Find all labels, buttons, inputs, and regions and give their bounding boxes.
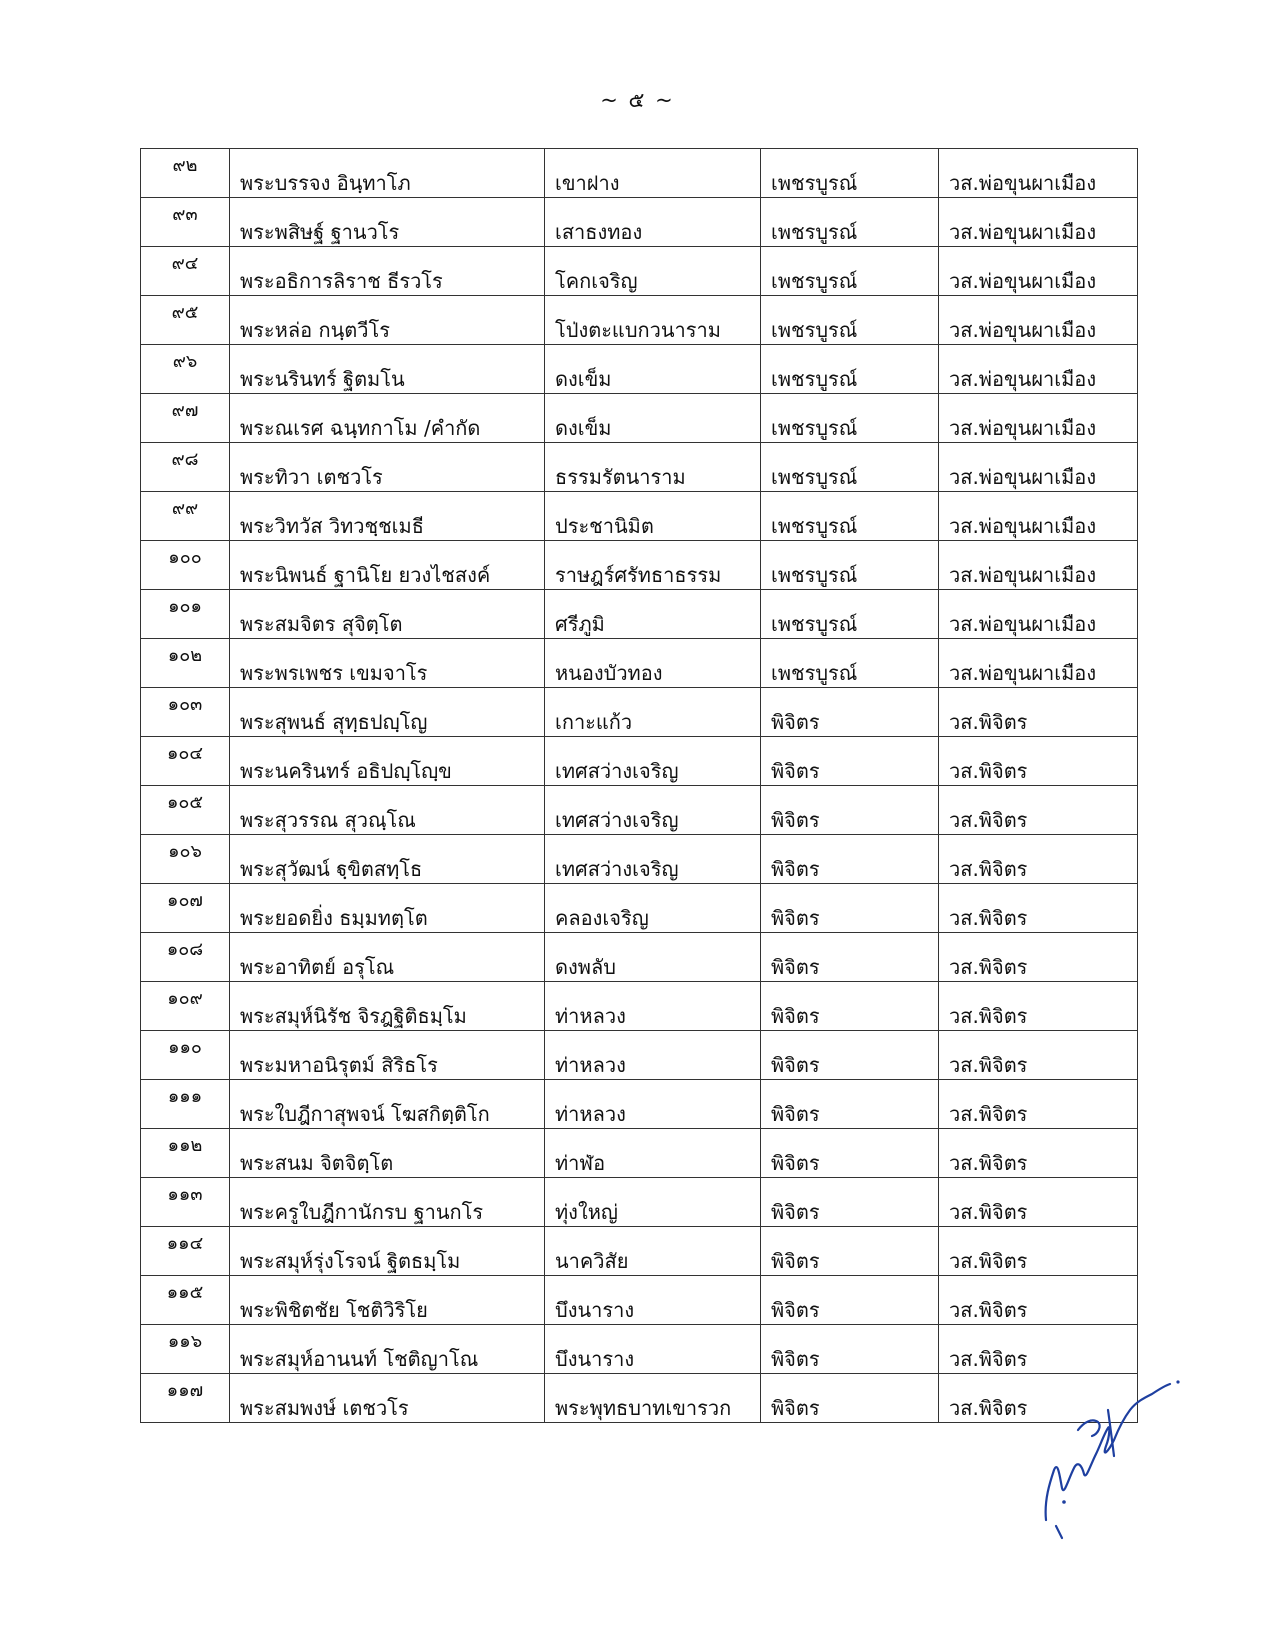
monk-name-cell: พระอาทิตย์ อรุโณ (230, 933, 545, 982)
temple-name-cell: ประชานิมิต (545, 492, 761, 541)
row-number-cell: ๑๐๙ (141, 982, 230, 1031)
province-name-cell: เพชรบูรณ์ (761, 345, 939, 394)
temple-name-cell: เทศสว่างเจริญ (545, 737, 761, 786)
temple-name-cell: ท่าหลวง (545, 1080, 761, 1129)
province-name-cell: พิจิตร (761, 884, 939, 933)
row-number-cell: ๙๒ (141, 149, 230, 198)
table-row (141, 982, 1138, 1031)
school-name-cell: วส.พิจิตร (939, 1325, 1138, 1374)
province-name-cell: เพชรบูรณ์ (761, 639, 939, 688)
school-name-cell: วส.พิจิตร (939, 688, 1138, 737)
row-number-cell: ๑๑๓ (141, 1178, 230, 1227)
row-number-cell: ๑๑๐ (141, 1031, 230, 1080)
page-number: ~ ๕ ~ (600, 88, 675, 112)
temple-name-cell: ท่าหลวง (545, 1031, 761, 1080)
row-number-cell: ๑๐๑ (141, 590, 230, 639)
temple-name-cell: ท่าฬ่อ (545, 1129, 761, 1178)
row-number-cell: ๑๐๐ (141, 541, 230, 590)
row-number-cell: ๙๖ (141, 345, 230, 394)
table-row (141, 835, 1138, 884)
table-row (141, 443, 1138, 492)
province-name-cell: พิจิตร (761, 1325, 939, 1374)
school-name-cell: วส.พิจิตร (939, 1031, 1138, 1080)
monk-name-cell: พระหล่อ กนฺตวีโร (230, 296, 545, 345)
monk-name-cell: พระสุวรรณ สุวณฺโณ (230, 786, 545, 835)
province-name-cell: พิจิตร (761, 1227, 939, 1276)
monk-name-cell: พระสมุห์รุ่งโรจน์ ฐิตธมฺโม (230, 1227, 545, 1276)
temple-name-cell: เกาะแก้ว (545, 688, 761, 737)
monk-name-cell: พระบรรจง อินฺทาโภ (230, 149, 545, 198)
monk-name-cell: พระมหาอนิรุตม์ สิริธโร (230, 1031, 545, 1080)
monk-name-cell: พระนรินทร์ ฐิตมโน (230, 345, 545, 394)
temple-name-cell: ธรรมรัตนาราม (545, 443, 761, 492)
school-name-cell: วส.พิจิตร (939, 933, 1138, 982)
table-row (141, 1374, 1138, 1423)
row-number-cell: ๙๓ (141, 198, 230, 247)
monk-name-cell: พระใบฎีกาสุพจน์ โฆสกิตฺติโก (230, 1080, 545, 1129)
monk-name-cell: พระสมพงษ์ เตชวโร (230, 1374, 545, 1423)
table-row (141, 1031, 1138, 1080)
school-name-cell: วส.พ่อขุนผาเมือง (939, 590, 1138, 639)
temple-name-cell: โป่งตะแบกวนาราม (545, 296, 761, 345)
temple-name-cell: เทศสว่างเจริญ (545, 835, 761, 884)
school-name-cell: วส.พิจิตร (939, 1227, 1138, 1276)
temple-name-cell: ราษฎร์ศรัทธาธรรม (545, 541, 761, 590)
province-name-cell: เพชรบูรณ์ (761, 247, 939, 296)
school-name-cell: วส.พ่อขุนผาเมือง (939, 296, 1138, 345)
roster-table-body (141, 149, 1138, 1423)
school-name-cell: วส.พ่อขุนผาเมือง (939, 394, 1138, 443)
school-name-cell: วส.พ่อขุนผาเมือง (939, 149, 1138, 198)
school-name-cell: วส.พิจิตร (939, 1129, 1138, 1178)
province-name-cell: พิจิตร (761, 1276, 939, 1325)
row-number-cell: ๑๑๖ (141, 1325, 230, 1374)
temple-name-cell: บึงนาราง (545, 1276, 761, 1325)
province-name-cell: พิจิตร (761, 688, 939, 737)
temple-name-cell: นาควิสัย (545, 1227, 761, 1276)
row-number-cell: ๙๔ (141, 247, 230, 296)
temple-name-cell: หนองบัวทอง (545, 639, 761, 688)
province-name-cell: เพชรบูรณ์ (761, 541, 939, 590)
province-name-cell: พิจิตร (761, 1080, 939, 1129)
table-row (141, 1325, 1138, 1374)
monk-name-cell: พระนครินทร์ อธิปญฺโญฺข (230, 737, 545, 786)
row-number-cell: ๑๐๗ (141, 884, 230, 933)
row-number-cell: ๙๙ (141, 492, 230, 541)
province-name-cell: พิจิตร (761, 1178, 939, 1227)
table-row (141, 247, 1138, 296)
row-number-cell: ๑๑๔ (141, 1227, 230, 1276)
school-name-cell: วส.พ่อขุนผาเมือง (939, 198, 1138, 247)
province-name-cell: พิจิตร (761, 1374, 939, 1423)
monk-name-cell: พระณเรศ ฉนฺทกาโม /คำกัด (230, 394, 545, 443)
school-name-cell: วส.พ่อขุนผาเมือง (939, 541, 1138, 590)
roster-table (140, 148, 1138, 1423)
temple-name-cell: คลองเจริญ (545, 884, 761, 933)
table-row (141, 737, 1138, 786)
school-name-cell: วส.พิจิตร (939, 1276, 1138, 1325)
signature-icon (1038, 1370, 1198, 1540)
temple-name-cell: ศรีภูมิ (545, 590, 761, 639)
province-name-cell: พิจิตร (761, 835, 939, 884)
row-number-cell: ๙๘ (141, 443, 230, 492)
province-name-cell: เพชรบูรณ์ (761, 443, 939, 492)
row-number-cell: ๑๐๘ (141, 933, 230, 982)
school-name-cell: วส.พิจิตร (939, 737, 1138, 786)
row-number-cell: ๙๗ (141, 394, 230, 443)
school-name-cell: วส.พ่อขุนผาเมือง (939, 492, 1138, 541)
temple-name-cell: ท่าหลวง (545, 982, 761, 1031)
temple-name-cell: เขาฝาง (545, 149, 761, 198)
row-number-cell: ๑๑๑ (141, 1080, 230, 1129)
school-name-cell: วส.พ่อขุนผาเมือง (939, 247, 1138, 296)
monk-name-cell: พระสุวัฒน์ ฐฺขิตสทฺโธ (230, 835, 545, 884)
temple-name-cell: เสาธงทอง (545, 198, 761, 247)
province-name-cell: เพชรบูรณ์ (761, 149, 939, 198)
monk-name-cell: พระพรเพชร เขมจาโร (230, 639, 545, 688)
province-name-cell: พิจิตร (761, 1129, 939, 1178)
school-name-cell: วส.พิจิตร (939, 1178, 1138, 1227)
province-name-cell: เพชรบูรณ์ (761, 198, 939, 247)
temple-name-cell: ดงเข็ม (545, 394, 761, 443)
school-name-cell: วส.พิจิตร (939, 835, 1138, 884)
table-row (141, 1129, 1138, 1178)
school-name-cell: วส.พ่อขุนผาเมือง (939, 639, 1138, 688)
row-number-cell: ๑๐๒ (141, 639, 230, 688)
table-row (141, 639, 1138, 688)
row-number-cell: ๑๐๖ (141, 835, 230, 884)
temple-name-cell: เทศสว่างเจริญ (545, 786, 761, 835)
monk-name-cell: พระทิวา เตชวโร (230, 443, 545, 492)
monk-name-cell: พระสมุห์อานนท์ โชติญาโณ (230, 1325, 545, 1374)
table-row (141, 590, 1138, 639)
monk-name-cell: พระนิพนธ์ ฐานิโย ยวงไชสงค์ (230, 541, 545, 590)
monk-name-cell: พระสมุห์นิรัช จิรฎฐิติธมฺโม (230, 982, 545, 1031)
table-row (141, 1227, 1138, 1276)
monk-name-cell: พระอธิการลิราช ธีรวโร (230, 247, 545, 296)
table-row (141, 933, 1138, 982)
school-name-cell: วส.พิจิตร (939, 982, 1138, 1031)
table-row (141, 198, 1138, 247)
school-name-cell: วส.พิจิตร (939, 1080, 1138, 1129)
table-row (141, 296, 1138, 345)
province-name-cell: พิจิตร (761, 933, 939, 982)
table-row (141, 688, 1138, 737)
table-row (141, 149, 1138, 198)
table-row (141, 1276, 1138, 1325)
temple-name-cell: ดงพลับ (545, 933, 761, 982)
table-row (141, 786, 1138, 835)
province-name-cell: พิจิตร (761, 1031, 939, 1080)
table-row (141, 394, 1138, 443)
province-name-cell: พิจิตร (761, 982, 939, 1031)
province-name-cell: พิจิตร (761, 786, 939, 835)
monk-name-cell: พระสุพนธ์ สุทฺธปญฺโญ (230, 688, 545, 737)
monk-name-cell: พระยอดยิ่ง ธมฺมทตฺโต (230, 884, 545, 933)
row-number-cell: ๑๐๓ (141, 688, 230, 737)
province-name-cell: พิจิตร (761, 737, 939, 786)
table-row (141, 492, 1138, 541)
school-name-cell: วส.พิจิตร (939, 1374, 1138, 1423)
monk-name-cell: พระวิทวัส วิทวชฺชเมธี (230, 492, 545, 541)
table-row (141, 1178, 1138, 1227)
school-name-cell: วส.พ่อขุนผาเมือง (939, 345, 1138, 394)
row-number-cell: ๑๑๒ (141, 1129, 230, 1178)
temple-name-cell: บึงนาราง (545, 1325, 761, 1374)
temple-name-cell: ทุ่งใหญ่ (545, 1178, 761, 1227)
monk-name-cell: พระพิชิตชัย โชติวิริโย (230, 1276, 545, 1325)
table-row (141, 884, 1138, 933)
row-number-cell: ๑๐๔ (141, 737, 230, 786)
temple-name-cell: โคกเจริญ (545, 247, 761, 296)
school-name-cell: วส.พิจิตร (939, 786, 1138, 835)
row-number-cell: ๑๐๕ (141, 786, 230, 835)
school-name-cell: วส.พิจิตร (939, 884, 1138, 933)
monk-name-cell: พระสนม จิตจิตฺโต (230, 1129, 545, 1178)
school-name-cell: วส.พ่อขุนผาเมือง (939, 443, 1138, 492)
row-number-cell: ๑๑๗ (141, 1374, 230, 1423)
monk-name-cell: พระสมจิตร สุจิตฺโต (230, 590, 545, 639)
row-number-cell: ๙๕ (141, 296, 230, 345)
province-name-cell: เพชรบูรณ์ (761, 296, 939, 345)
monk-name-cell: พระครูใบฎีกานักรบ ฐานกโร (230, 1178, 545, 1227)
table-row (141, 1080, 1138, 1129)
monk-name-cell: พระพสิษฐ์ ฐานวโร (230, 198, 545, 247)
province-name-cell: เพชรบูรณ์ (761, 492, 939, 541)
province-name-cell: เพชรบูรณ์ (761, 590, 939, 639)
table-row (141, 345, 1138, 394)
temple-name-cell: พระพุทธบาทเขารวก (545, 1374, 761, 1423)
temple-name-cell: ดงเข็ม (545, 345, 761, 394)
province-name-cell: เพชรบูรณ์ (761, 394, 939, 443)
table-row (141, 541, 1138, 590)
row-number-cell: ๑๑๕ (141, 1276, 230, 1325)
